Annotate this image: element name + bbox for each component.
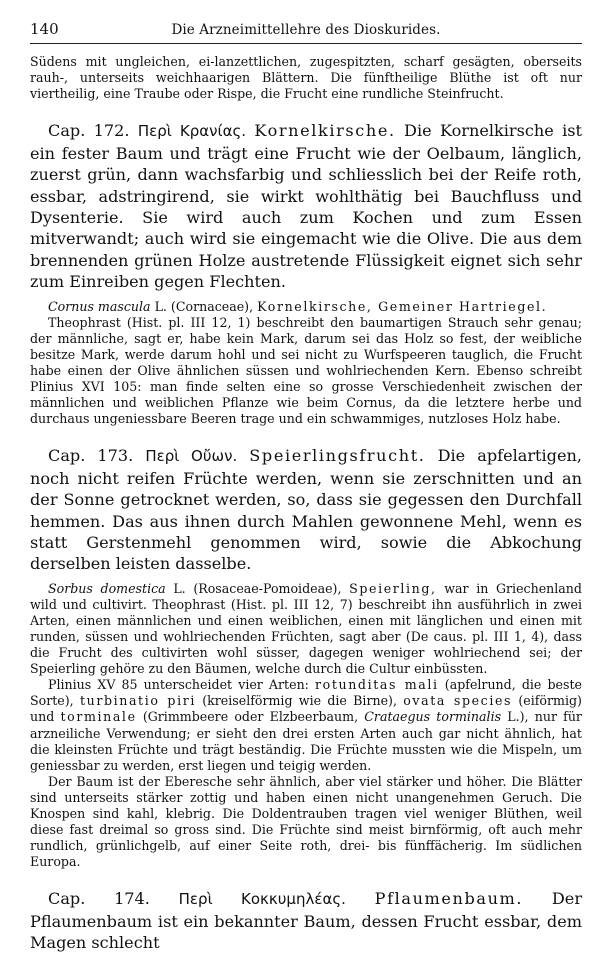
cap172-note-latin: Cornus mascula: [48, 298, 151, 314]
cap173-note2-e: (Grimmbeere oder Elzbeerbaum,: [142, 709, 359, 725]
cap173-note2-term-4: torminale: [60, 709, 137, 725]
page-number: 140: [30, 20, 59, 38]
cap172-greek-title: Περὶ Κρανίας.: [137, 122, 247, 141]
cap173-note2-f: L.), nur für arzneiliche Verwendung; er sieht den drei ersten Arten auch gar nicht ähnlich, hat die kleinsten Früchte und trägt beständig. Die Früchte mussten wie die Mispeln, um geniessbar zu werden, erst liegen und teigig werden.: [30, 709, 582, 773]
cap173-note1-latin: Sorbus domestica: [48, 580, 166, 596]
cap173-paragraph: [30, 445, 582, 574]
cap172-text: Die Kornelkirsche ist ein fester Baum und trägt eine Frucht wie der Oelbaum, länglich, zuerst grün, dann wachsfarbig und schliesslich bei der Reife roth, essbar, adstringirend, sie wirkt wohlthätig bei Bauchfluss und Dysenterie. Sie wird auch zum Kochen und zum Essen mitverwandt; auch wird sie eingemacht wie die Olive. Die aus dem brennenden grünen Holze austretende Flüssigkeit eignet sich sehr zum Einreiben gegen Flechten.: [30, 121, 582, 292]
cap173-note1-head: L. (Rosaceae-Pomoideae),: [173, 580, 342, 596]
cap173-note-1: [30, 581, 582, 678]
cap173-note2-term-2: turbinatio piri: [79, 693, 196, 709]
page-header: [30, 20, 582, 44]
cap174-name: Pflaumenbaum.: [374, 889, 524, 909]
cap174-greek-title: Περὶ Κοκκυμηλέας.: [178, 890, 346, 909]
cap173-note1-name: Speierling,: [349, 580, 437, 596]
cap173-note2-term-1: rotunditas mali: [315, 677, 439, 693]
cap173-name: Speierlingsfrucht.: [249, 446, 426, 466]
intro-paragraph: Südens mit ungleichen, ei-lanzettlichen, zugespitzten, scharf gesägten, oberseits rauh-, unterseits weichhaarigen Blättern. Die fünftheilige Blüthe ist oft nur viertheilig, eine Traube oder Rispe, die Frucht eine rundliche Steinfrucht.: [30, 54, 582, 102]
cap173-note2-term-3: ovata species: [403, 693, 513, 709]
cap174-label: Cap. 174.: [48, 889, 150, 909]
cap173-greek-title: Περὶ Οὔων.: [145, 447, 238, 466]
cap172-name: Kornelkirsche.: [254, 121, 396, 141]
cap174-paragraph: [30, 888, 582, 953]
cap172-note: [30, 299, 582, 315]
running-title: Die Arzneimittellehre des Dioskurides.: [171, 22, 441, 38]
cap173-note1-text: war in Griechenland wild und cultivirt. Theophrast (Hist. pl. III 12, 7) beschreibt ihn ausführlich in zwei Arten, einen männlichen und einen weiblichen, einen mit länglichen und einen mit runden, süssen und wohlriechenden Früchten, sagt aber (De caus. pl. III 1, 4), dass die Frucht des cultivirten wohl süsser, dagegen weniger wohlriechend sei; der Speierling gehöre zu den Bäumen, welche durch die Cultur einbüssten.: [30, 580, 582, 677]
cap173-text: Die apfelartigen, noch nicht reifen Früchte werden, wenn sie zerschnitten und an der Sonne getrocknet werden, so, dass sie gegessen den Durchfall hemmen. Das aus ihnen durch Mahlen gewonnene Mehl, wenn es statt Gerstenmehl genommen wird, sowie die Abkochung derselben leisten dasselbe.: [30, 446, 582, 574]
cap172-note-names: Kornelkirsche, Gemeiner Hartriegel.: [257, 298, 548, 314]
cap172-note-text: Theophrast (Hist. pl. III 12, 1) beschreibt den baumartigen Strauch sehr genau; der männliche, sagt er, habe kein Mark, darum sei das Holz so fest, der weibliche besitze Mark, werde darum hohl und sei nicht zu Wurfspeeren tauglich, die Frucht habe einen der Olive ähnlichen süssen und wohlriechenden Kern. Ebenso schreibt Plinius XVI 105: man finde selten eine so grosse Verschiedenheit zwischen der männlichen und weiblichen Pflanze wie beim Cornus, da die letztere herbe und durchaus ungeniessbare Beeren trage und ein schwammiges, nutzloses Holz habe.: [30, 314, 582, 427]
cap172-label: Cap. 172.: [48, 121, 130, 141]
cap173-note2-c: (kreiselförmig wie die Birne),: [202, 693, 397, 709]
cap173-note2-d: (eiförmig) und: [30, 693, 582, 725]
cap174-text: Der Pflaumenbaum ist ein bekannter Baum, dessen Frucht essbar, dem Magen schlecht: [30, 889, 583, 953]
cap173-label: Cap. 173.: [48, 446, 134, 466]
cap172-paragraph: [30, 120, 582, 292]
cap172-note-head: L. (Cornaceae),: [154, 298, 254, 314]
cap173-note-2: [30, 677, 582, 774]
cap173-note-3: Der Baum ist der Eberesche sehr ähnlich, aber viel stärker und höher. Die Blätter sind unterseits stärker zottig und haben einen nicht unangenehmen Geruch. Die Knospen sind kahl, klebrig. Die Doldentrauben tragen viel weniger Blüthen, weil diese fast dreimal so gross sind. Die Früchte sind meist birnförmig, oft auch mehr rundlich, grünlichgelb, auf einer Seite roth, drei- bis fünffächerig. Im südlichen Europa.: [30, 773, 582, 870]
cap173-note2-latin: Crataegus torminalis: [364, 709, 502, 725]
cap173-note2-a: Plinius XV 85 unterscheidet vier Arten:: [48, 677, 309, 693]
cap173-note2-b: (apfelrund, die beste Sorte),: [30, 677, 582, 709]
